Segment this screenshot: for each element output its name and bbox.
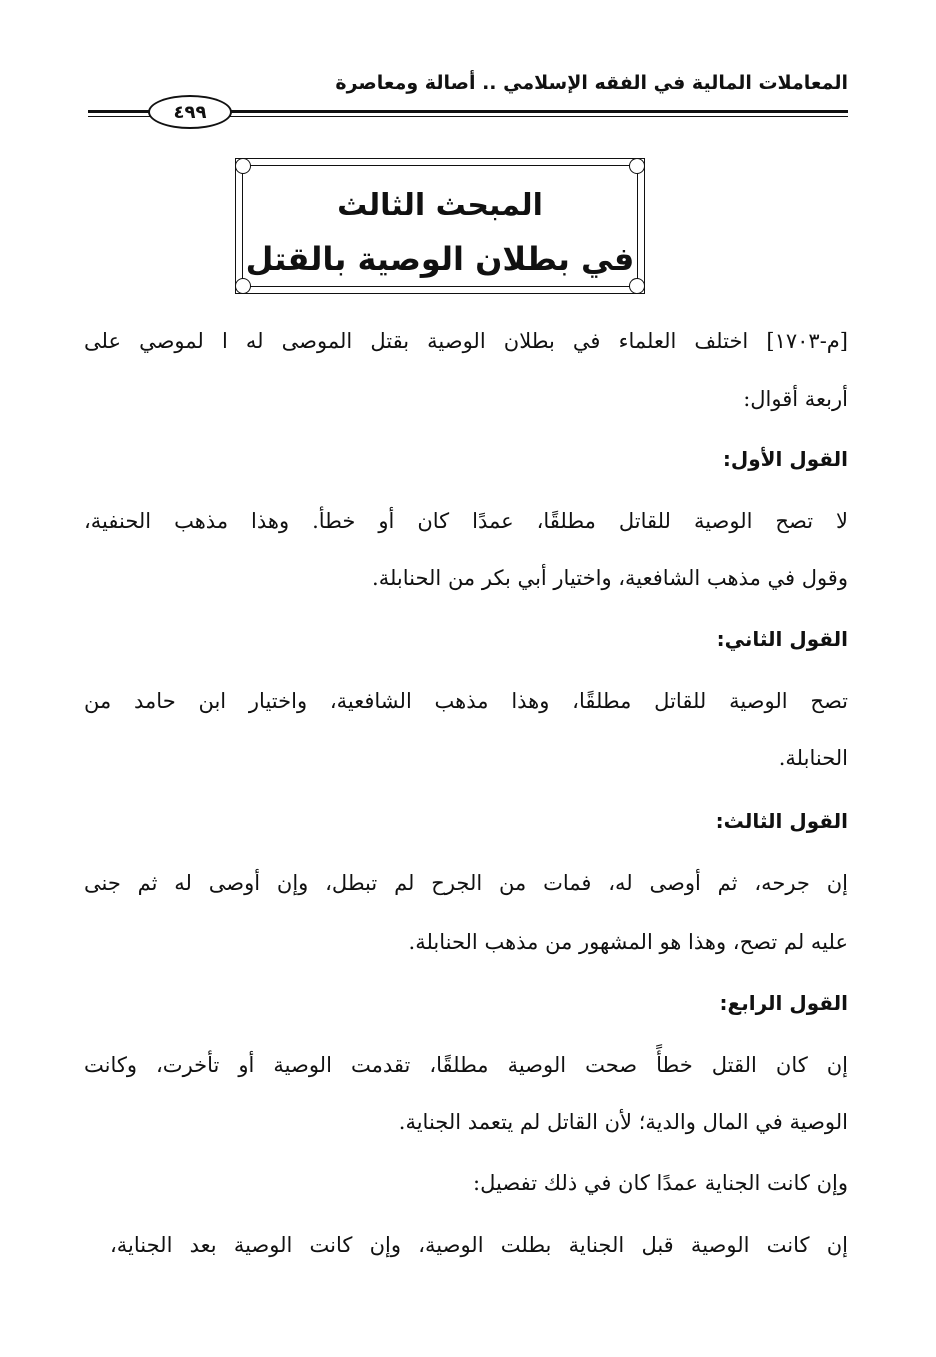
- body-line: تصح الوصية للقاتل مطلقًا، وهذا مذهب الشافعية، واختيار ابن حامد من: [84, 689, 848, 713]
- section-heading: القول الثالث:: [715, 809, 848, 833]
- chapter-title-frame: [235, 158, 645, 294]
- section-heading: القول الأول:: [722, 447, 848, 471]
- body-line: أربعة أقوال:: [743, 387, 848, 411]
- body-line: وقول في مذهب الشافعية، واختيار أبي بكر من الحنابلة.: [372, 566, 848, 590]
- section-heading: القول الثاني:: [716, 627, 848, 651]
- body-line: الحنابلة.: [778, 746, 848, 770]
- body-line: وإن كانت الجناية عمدًا كان في ذلك تفصيل:: [473, 1171, 848, 1195]
- chapter-title-inner-border: [242, 165, 638, 287]
- body-line: الوصية في المال والدية؛ لأن القاتل لم يتعمد الجناية.: [398, 1110, 848, 1134]
- body-line: إن كانت الوصية قبل الجناية بطلت الوصية، وإن كانت الوصية بعد الجناية،: [110, 1233, 848, 1257]
- body-line: عليه لم تصح، وهذا هو المشهور من مذهب الحنابلة.: [408, 930, 848, 954]
- running-header-title: المعاملات المالية في الفقه الإسلامي .. أصالة ومعاصرة: [335, 72, 848, 94]
- page-number-oval: [148, 95, 232, 129]
- page-number: ٤٩٩: [173, 101, 207, 123]
- chapter-title-line-2: في بطلان الوصية بالقتل: [245, 240, 635, 278]
- body-line: لا تصح الوصية للقاتل مطلقًا، عمدًا كان أو خطأ. وهذا مذهب الحنفية،: [84, 509, 848, 533]
- body-line: إن كان القتل خطأً صحت الوصية مطلقًا، تقدمت الوصية أو تأخرت، وكانت: [84, 1053, 848, 1077]
- frame-corner-ornament: [629, 158, 645, 174]
- frame-corner-ornament: [235, 158, 251, 174]
- chapter-title-line-1: المبحث الثالث: [337, 188, 543, 223]
- body-line: [م-١٧٠٣] اختلف العلماء في بطلان الوصية بقتل الموصى له ا لموصي على: [84, 329, 848, 353]
- frame-corner-ornament: [629, 278, 645, 294]
- frame-corner-ornament: [235, 278, 251, 294]
- section-heading: القول الرابع:: [719, 991, 848, 1015]
- body-line: إن جرحه، ثم أوصى له، فمات من الجرح لم تبطل، وإن أوصى له ثم جنى: [84, 871, 848, 895]
